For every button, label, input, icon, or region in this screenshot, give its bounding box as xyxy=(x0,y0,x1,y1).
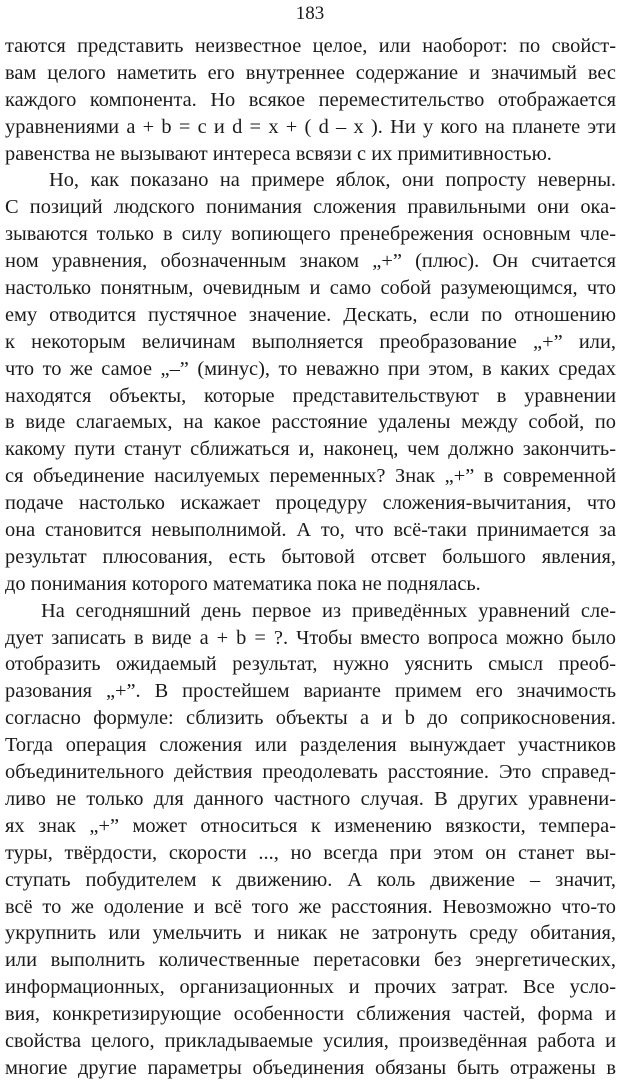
text-line: вия, конкретизирующие особенности сближения частей, форма и xyxy=(5,1003,616,1026)
page-number: 183 xyxy=(295,3,325,24)
text-line: всё то же одоление и всё того же расстояния. Невозможно что-то xyxy=(5,895,616,918)
text-line: Тогда операция сложения или разделения вынуждает участников xyxy=(5,734,616,757)
text-line: находятся объекты, которые представительствуют в уравнении xyxy=(5,384,616,407)
text-line: до понимания которого математика пока не поднялась. xyxy=(5,572,481,595)
body-text xyxy=(5,33,616,1082)
text-line: что то же самое „–” (минус), то неважно при этом, в каких средах xyxy=(5,357,616,380)
text-line: настолько понятным, очевидным и само собой разумеющимся, что xyxy=(5,277,616,300)
text-line: свойства целого, прикладываемые усилия, произведённая работа и xyxy=(5,1029,616,1052)
text-line: разования „+”. В простейшем варианте примем его значимость xyxy=(5,680,616,703)
text-line: результат плюсования, есть бытовой отсвет большого явления, xyxy=(5,545,616,568)
text-line: какому пути станут сближаться и, наконец, чем должно закончить- xyxy=(5,438,616,461)
text-line: укрупнить или умельчить и никак не затронуть среду обитания, xyxy=(5,922,616,945)
text-line: она становится невыполнимой. А то, что всё-таки принимается за xyxy=(5,519,616,542)
text-line: уравнениями a + b = c и d = x + ( d – x ). Ни у кого на планете эти xyxy=(5,115,616,138)
text-line: к некоторым величинам выполняется преобразование „+” или, xyxy=(5,330,616,353)
text-line: подаче настолько искажает процедуру сложения-вычитания, что xyxy=(5,492,616,515)
text-line: туры, твёрдости, скорости ..., но всегда при этом он станет вы- xyxy=(5,841,616,864)
text-line: ном уравнения, обозначенным знаком „+” (плюс). Он считается xyxy=(5,250,616,273)
text-line: Но, как показано на примере яблок, они попросту неверны. xyxy=(49,169,616,192)
text-line: таются представить неизвестное целое, или наоборот: по свойст- xyxy=(5,35,616,57)
text-line: объединительного действия преодолевать расстояние. Это справед- xyxy=(5,761,616,784)
text-line: в виде слагаемых, на какое расстояние удалены между собой, по xyxy=(5,411,616,434)
text-line: ях знак „+” может относиться к изменению вязкости, темпера- xyxy=(5,814,616,837)
text-line: С позиций людского понимания сложения правильными они ока- xyxy=(5,196,616,219)
text-line: равенства не вызывают интереса всвязи с их примитивностью. xyxy=(5,142,552,165)
text-line: вам целого наметить его внутреннее содержание и значимый вес xyxy=(5,61,616,84)
text-line: ся объединение насилуемых переменных? Знак „+” в современной xyxy=(5,465,616,488)
text-line: информационных, организационных и прочих затрат. Все усло- xyxy=(5,976,616,999)
text-line: каждого компонента. Но всякое переместительство отображается xyxy=(5,88,616,111)
text-line: На сегодняшний день первое из приведённых уравнений сле- xyxy=(41,599,616,622)
text-line: или выполнить количественные перетасовки без энергетических, xyxy=(5,949,616,972)
text-line: дует записать в виде a + b = ?. Чтобы вместо вопроса можно было xyxy=(5,626,616,649)
text-line: ему отводится пустячное значение. Дескать, если по отношению xyxy=(5,303,616,326)
text-line: зываются только в силу вопиющего пренебрежения основным чле- xyxy=(5,223,616,246)
text-line: ливо не только для данного частного случая. В других уравнени- xyxy=(5,787,616,810)
text-line: согласно формуле: сблизить объекты a и b до соприкосновения. xyxy=(5,707,616,730)
text-line: ступать побудителем к движению. А коль движение – значит, xyxy=(5,868,616,891)
text-line: отобразить ожидаемый результат, нужно уяснить смысл преоб- xyxy=(5,653,616,676)
text-line: многие другие параметры объединения обязаны быть отражены в xyxy=(5,1056,616,1079)
